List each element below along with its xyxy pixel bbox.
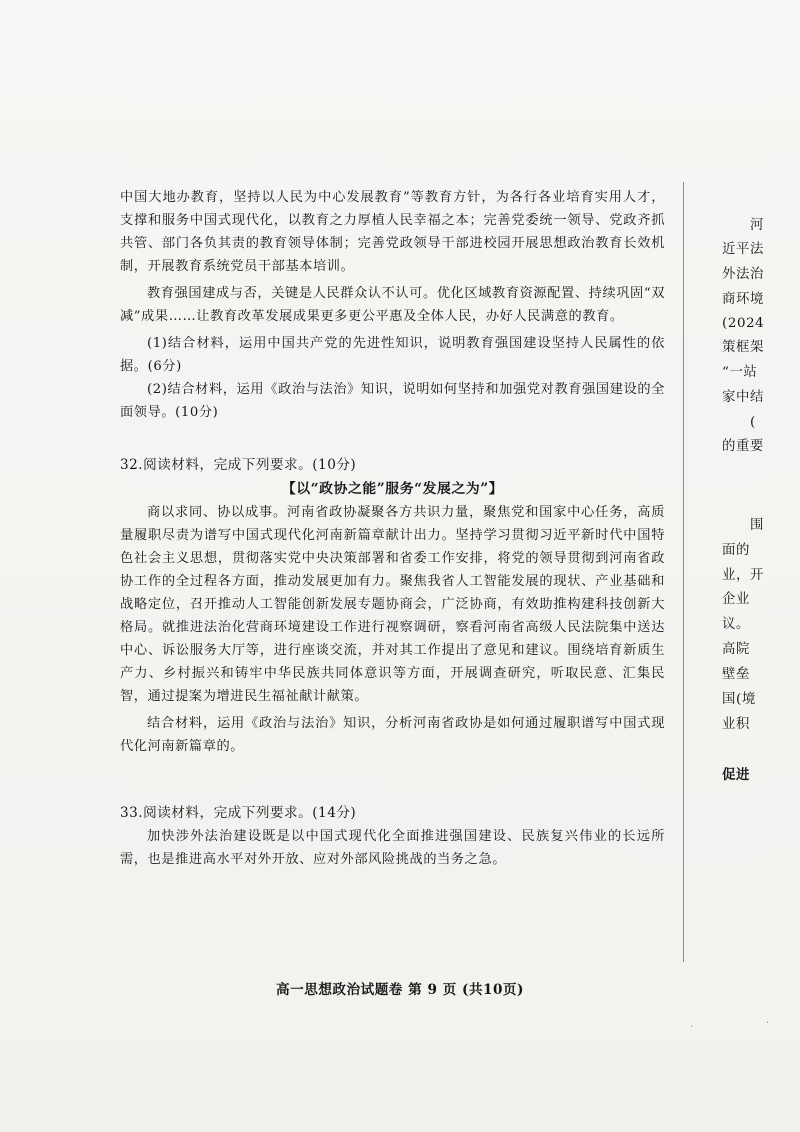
right-fragment: 业，开 <box>722 568 764 583</box>
right-fragment: 外法治 <box>722 267 764 282</box>
q31-subquestion-1: (1)结合材料，运用中国共产党的先进性知识，说明教育强国建设坚持人民属性的依据。(6分) <box>120 336 665 374</box>
q31-paragraph-2: 教育强国建成与否，关键是人民群众认不认可。优化区域教育资源配置、持续巩固“双减”成果……让教育改革发展成果更多更公平惠及全体人民，办好人民满意的教育。 <box>120 286 665 324</box>
right-fragment: 业积 <box>722 717 750 732</box>
right-fragment: 面的 <box>722 543 750 558</box>
page-main-column <box>120 186 665 871</box>
adjacent-page-fragment <box>722 0 800 1132</box>
right-fragment: “一站 <box>722 365 758 380</box>
q33-header: 33.阅读材料，完成下列要求。(14分) <box>120 805 357 821</box>
right-fragment: 策框架 <box>722 340 764 355</box>
q31-paragraph-1: 中国大地办教育，坚持以人民为中心发展教育”等教育方针，为各行各业培育实用人才，支撑和服务中国式现代化，以教育之力厚植人民幸福之本；完善党委统一领导、党政齐抓共管、部门各负其责的教育领导体制；完善党政领导干部进校园开展思想政治教育长效机制，开展教育系统党员干部基本培训。 <box>120 190 665 274</box>
right-fragment: 家中结 <box>722 390 764 405</box>
right-fragment: (2024 <box>722 316 765 331</box>
right-fragment: 促进 <box>722 767 750 783</box>
right-fragment: 国(境 <box>722 692 756 707</box>
right-fragment: 议。 <box>722 617 750 632</box>
q31-subquestion-2: (2)结合材料，运用《政治与法治》知识，说明如何坚持和加强党对教育强国建设的全面领导。(10分) <box>120 382 665 420</box>
q32-title: 【以“政协之能”服务“发展之为”】 <box>281 481 504 497</box>
page-footer: 高一思想政治试题卷 第 9 页 (共10页) <box>276 982 524 998</box>
right-fragment: 商环境 <box>722 292 764 307</box>
right-fragment: ( <box>750 415 756 430</box>
right-fragment: 近平法 <box>722 242 764 257</box>
right-fragment: 围 <box>750 518 764 533</box>
right-fragment: 壁垒 <box>722 667 750 682</box>
q32-header: 32.阅读材料，完成下列要求。(10分) <box>120 457 357 473</box>
right-fragment: 企业 <box>722 592 750 607</box>
right-fragment: 河 <box>750 218 764 233</box>
column-divider <box>683 182 684 962</box>
right-fragment: 高院 <box>722 642 750 657</box>
q32-question: 结合材料，运用《政治与法治》知识，分析河南省政协是如何通过履职谱写中国式现代化河南新篇章的。 <box>120 716 665 754</box>
scan-speck: · <box>690 1022 694 1033</box>
q32-paragraph-1: 商以求同、协以成事。河南省政协凝聚各方共识力量，聚焦党和国家中心任务，高质量履职尽责为谱写中国式现代化河南新篇章献计出力。坚持学习贯彻习近平新时代中国特色社会主义思想，贯彻落实党中央决策部署和省委工作安排，将党的领导贯彻到河南省政协工作的全过程各方面，推动发展更加有力。聚焦我省人工智能发展的现状、产业基础和战略定位，召开推动人工智能创新发展专题协商会，广泛协商，有效助推构建科技创新大格局。就推进法治化营商环境建设工作进行视察调研，察看河南省高级人民法院集中送达中心、诉讼服务大厅等，进行座谈交流，并对其工作提出了意见和建议。围绕培育新质生产力、乡村振兴和铸牢中华民族共同体意识等方面，开展调查研究，听取民意、汇集民智，通过提案为增进民生福祉献计献策。 <box>120 505 665 704</box>
scan-speck: · <box>766 1018 770 1029</box>
q33-paragraph-1: 加快涉外法治建设既是以中国式现代化全面推进强国建设、民族复兴伟业的长远所需，也是推进高水平对外开放、应对外部风险挑战的当务之急。 <box>120 829 665 867</box>
right-fragment: 的重要 <box>722 439 764 454</box>
